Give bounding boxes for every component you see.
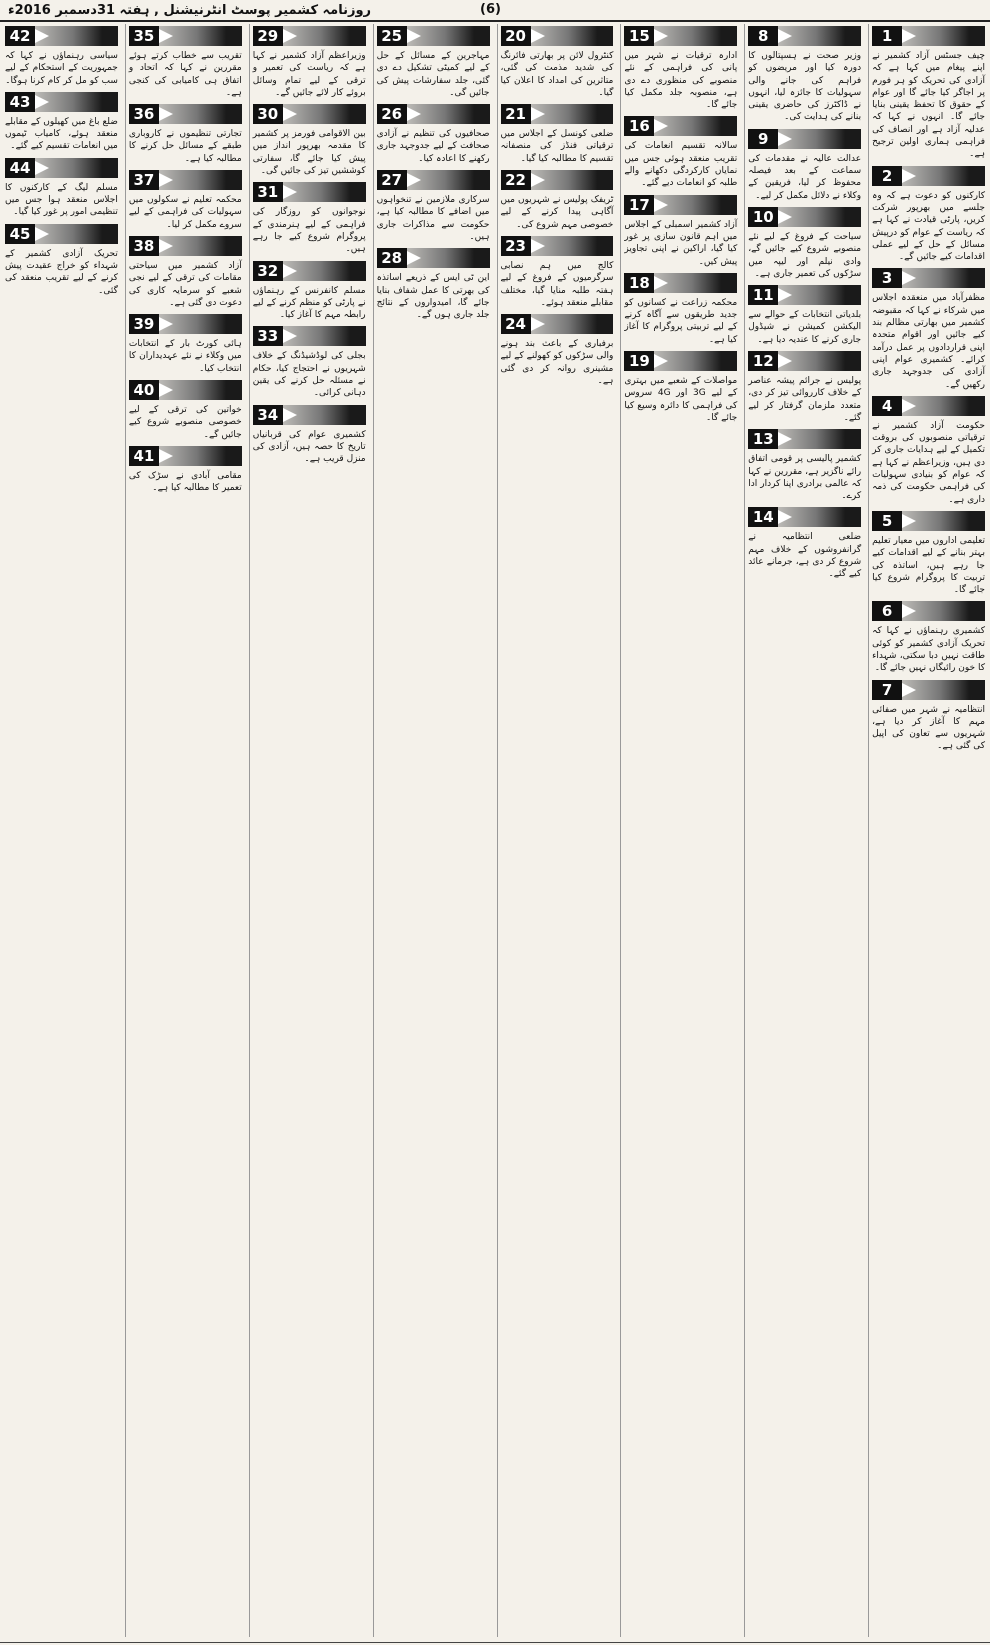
item-text: مقامی آبادی نے سڑک کی تعمیر کا مطالبہ کیا ہے۔ [128, 470, 242, 494]
item-text: کنٹرول لائن پر بھارتی فائرنگ کی شدید مذمت کی گئی، متاثرین کی امداد کا اعلان کیا گیا۔ [500, 51, 614, 98]
news-column [868, 24, 988, 1637]
item-number: 3 [872, 268, 902, 288]
item-number-banner [624, 116, 737, 136]
banner-arrow-icon [778, 29, 792, 43]
item-number: 37 [129, 170, 159, 190]
item-number-banner [5, 224, 118, 244]
item-number-banner [748, 351, 861, 371]
item-number: 19 [624, 351, 654, 371]
item-number: 39 [129, 314, 159, 334]
item-number-banner [872, 601, 985, 621]
item-number: 15 [624, 26, 654, 46]
banner-arrow-icon [159, 449, 173, 463]
item-number: 42 [5, 26, 35, 46]
footer-rule [0, 1642, 990, 1643]
news-item [377, 26, 490, 99]
news-item [624, 195, 737, 268]
publication-title: روزنامہ کشمیر پوسٹ انٹرنیشنل , ہفتہ 31دسمبر 2016ء [8, 2, 372, 18]
item-text: وزیراعظم آزاد کشمیر نے کہا ہے کہ ریاست کی تعمیر و ترقی کے لیے تمام وسائل بروئے کار لائے جائیں گے۔ [252, 51, 366, 98]
news-column [2, 24, 121, 1637]
item-number-banner [748, 285, 861, 305]
item-number: 13 [748, 429, 778, 449]
item-number: 22 [501, 170, 531, 190]
item-number-banner [748, 26, 861, 46]
banner-arrow-icon [654, 198, 668, 212]
news-item [129, 380, 242, 441]
item-number-banner [5, 26, 118, 46]
banner-arrow-icon [283, 185, 297, 199]
item-number-banner [872, 26, 985, 46]
news-item [129, 236, 242, 309]
item-number-banner [872, 268, 985, 288]
banner-arrow-icon [35, 227, 49, 241]
news-item [624, 273, 737, 346]
banner-arrow-icon [407, 173, 421, 187]
news-item [501, 314, 614, 387]
news-item [748, 26, 861, 124]
item-text: تقریب سے خطاب کرتے ہوئے مقررین نے کہا کہ اتحاد و اتفاق ہی کامیابی کی کنجی ہے۔ [128, 51, 242, 98]
item-number-banner [129, 314, 242, 334]
item-number: 34 [253, 405, 283, 425]
item-text: ادارہ ترقیات نے شہر میں پانی کی فراہمی کے نئے منصوبے کی منظوری دے دی ہے، منصوبہ جلد مکمل کیا جائے گا۔ [624, 51, 738, 111]
item-number: 36 [129, 104, 159, 124]
item-text: مظفرآباد میں منعقدہ اجلاس میں شرکاء نے کہا کہ مقبوضہ کشمیر میں بھارتی مظالم بند کیے جائیں اور اقوام متحدہ اپنی قراردادوں پر عمل درآمد کرائے۔ کشمیری عوام اپنی آزادی کی جدوجہد جاری رکھیں گے۔ [872, 293, 985, 390]
item-text: صحافیوں کی تنظیم نے آزادی صحافت کے لیے جدوجہد جاری رکھنے کا اعادہ کیا۔ [376, 129, 490, 164]
item-number: 24 [501, 314, 531, 334]
item-text: تجارتی تنظیموں نے کاروباری طبقے کے مسائل حل کرنے کا مطالبہ کیا ہے۔ [128, 129, 242, 164]
item-number: 45 [5, 224, 35, 244]
news-item [748, 507, 861, 580]
news-item [748, 285, 861, 346]
news-item [748, 129, 861, 202]
item-text: ٹریفک پولیس نے شہریوں میں آگاہی پیدا کرنے کے لیے خصوصی مہم شروع کی۔ [500, 195, 614, 230]
banner-arrow-icon [159, 173, 173, 187]
banner-arrow-icon [778, 510, 792, 524]
item-number-banner [253, 326, 366, 346]
banner-arrow-icon [654, 119, 668, 133]
banner-arrow-icon [283, 29, 297, 43]
item-number-banner [129, 380, 242, 400]
page-number: (6) [480, 2, 501, 17]
item-number: 25 [377, 26, 407, 46]
item-number-banner [501, 236, 614, 256]
item-number: 5 [872, 511, 902, 531]
item-number-banner [253, 26, 366, 46]
banner-arrow-icon [654, 29, 668, 43]
item-number: 7 [872, 680, 902, 700]
item-text: بین الاقوامی فورمز پر کشمیر کا مقدمہ بھرپور انداز میں پیش کیا جائے گا، سفارتی کوششیں تیز کی جائیں گی۔ [252, 129, 366, 177]
news-item [253, 104, 366, 177]
item-number: 26 [377, 104, 407, 124]
item-text: ہائی کورٹ بار کے انتخابات میں وکلاء نے نئے عہدیداران کا انتخاب کیا۔ [128, 339, 242, 374]
item-number: 27 [377, 170, 407, 190]
item-number: 9 [748, 129, 778, 149]
news-item [872, 511, 985, 596]
item-text: تحریک آزادی کشمیر کے شہداء کو خراج عقیدت پیش کرنے کے لیے تقریب منعقد کی گئی۔ [5, 248, 118, 296]
news-item [377, 104, 490, 165]
item-number-banner [872, 396, 985, 416]
banner-arrow-icon [531, 239, 545, 253]
banner-arrow-icon [159, 239, 173, 253]
banner-arrow-icon [159, 383, 173, 397]
item-text: ضلعی انتظامیہ نے گرانفروشوں کے خلاف مہم شروع کر دی ہے، جرمانے عائد کیے گئے۔ [748, 532, 862, 580]
news-item [253, 326, 366, 399]
item-number: 16 [624, 116, 654, 136]
item-number: 23 [501, 236, 531, 256]
item-text: سیاسی رہنماؤں نے کہا کہ جمہوریت کے استحکام کے لیے سب کو مل کر کام کرنا ہوگا۔ [5, 51, 118, 86]
banner-arrow-icon [531, 29, 545, 43]
news-column [249, 24, 369, 1637]
item-number-banner [501, 26, 614, 46]
item-number: 35 [129, 26, 159, 46]
item-text: بجلی کی لوڈشیڈنگ کے خلاف شہریوں نے احتجاج کیا، حکام نے مسئلہ حل کرنے کی یقین دہانی کرائی۔ [252, 351, 366, 399]
news-item [377, 248, 490, 321]
news-item [624, 116, 737, 189]
item-number: 38 [129, 236, 159, 256]
item-number: 12 [748, 351, 778, 371]
item-number-banner [129, 104, 242, 124]
banner-arrow-icon [902, 604, 916, 618]
item-text: برفباری کے باعث بند ہونے والی سڑکوں کو کھولنے کے لیے مشینری روانہ کر دی گئی ہے۔ [500, 339, 614, 387]
banner-arrow-icon [531, 173, 545, 187]
news-item [253, 182, 366, 255]
item-number-banner [253, 261, 366, 281]
banner-arrow-icon [283, 408, 297, 422]
item-number: 17 [624, 195, 654, 215]
banner-arrow-icon [35, 29, 49, 43]
news-item [872, 26, 985, 161]
item-number: 33 [253, 326, 283, 346]
banner-arrow-icon [902, 29, 916, 43]
news-item [624, 351, 737, 424]
item-number: 41 [129, 446, 159, 466]
item-text: کشمیری عوام کی قربانیاں تاریخ کا حصہ ہیں، آزادی کی منزل قریب ہے۔ [252, 429, 366, 465]
item-number: 31 [253, 182, 283, 202]
item-text: مہاجرین کے مسائل کے حل کے لیے کمیٹی تشکیل دے دی گئی، جلد سفارشات پیش کی جائیں گی۔ [376, 51, 490, 98]
item-text: انتظامیہ نے شہر میں صفائی مہم کا آغاز کر دیا ہے، شہریوں سے تعاون کی اپیل کی گئی ہے۔ [872, 704, 985, 752]
news-item [748, 429, 861, 502]
item-text: وزیر صحت نے ہسپتالوں کا دورہ کیا اور مریضوں کو فراہم کی جانے والی سہولیات کا جائزہ لیا، انہوں نے ڈاکٹرز کی حاضری یقینی بنانے کی ہدایت کی۔ [748, 51, 862, 123]
item-number-banner [872, 680, 985, 700]
news-item [872, 396, 985, 506]
item-number-banner [624, 195, 737, 215]
banner-arrow-icon [654, 354, 668, 368]
news-column [373, 24, 493, 1637]
news-item [253, 26, 366, 99]
item-number: 11 [748, 285, 778, 305]
news-item [748, 207, 861, 280]
banner-arrow-icon [778, 288, 792, 302]
banner-arrow-icon [407, 107, 421, 121]
item-number-banner [253, 182, 366, 202]
item-text: آزاد کشمیر میں سیاحتی مقامات کی ترقی کے لیے نجی شعبے کو سرمایہ کاری کی دعوت دی گئی ہے۔ [128, 260, 242, 308]
item-number-banner [129, 236, 242, 256]
item-number-banner [5, 158, 118, 178]
item-number: 4 [872, 396, 902, 416]
banner-arrow-icon [531, 317, 545, 331]
item-text: عدالت عالیہ نے مقدمات کی سماعت کے بعد فیصلہ محفوظ کر لیا، فریقین کے وکلاء نے دلائل مکمل کر لیے۔ [748, 153, 862, 201]
banner-arrow-icon [283, 107, 297, 121]
news-item [872, 680, 985, 753]
item-text: حکومت آزاد کشمیر نے ترقیاتی منصوبوں کی بروقت تکمیل کے لیے ہدایات جاری کر دی ہیں، وزیراعظم نے کہا ہے کہ عوام کو بنیادی سہولیات کی فراہمی حکومت کی ذمہ داری ہے۔ [872, 420, 985, 505]
news-column [497, 24, 617, 1637]
item-text: سیاحت کے فروغ کے لیے نئے منصوبے شروع کیے جائیں گے، وادی نیلم اور لیپہ میں سڑکوں کی تعمیر جاری ہے۔ [748, 231, 862, 279]
item-text: مسلم لیگ کے کارکنوں کا اجلاس منعقد ہوا جس میں تنظیمی امور پر غور کیا گیا۔ [5, 182, 118, 218]
banner-arrow-icon [778, 132, 792, 146]
item-number: 10 [748, 207, 778, 227]
item-number: 1 [872, 26, 902, 46]
banner-arrow-icon [778, 354, 792, 368]
item-number-banner [748, 207, 861, 227]
news-item [501, 104, 614, 165]
item-text: ضلع باغ میں کھیلوں کے مقابلے منعقد ہوئے، کامیاب ٹیموں میں انعامات تقسیم کیے گئے۔ [5, 116, 118, 152]
item-number: 2 [872, 166, 902, 186]
banner-arrow-icon [778, 432, 792, 446]
item-number-banner [748, 429, 861, 449]
news-item [129, 26, 242, 99]
item-text: محکمہ زراعت نے کسانوں کو جدید طریقوں سے آگاہ کرنے کے لیے تربیتی پروگرام کا آغاز کیا ہے۔ [624, 297, 738, 345]
news-column [620, 24, 740, 1637]
item-number-banner [748, 129, 861, 149]
item-number: 18 [624, 273, 654, 293]
news-item [501, 26, 614, 99]
news-item [5, 224, 118, 297]
item-number-banner [377, 26, 490, 46]
item-number-banner [624, 351, 737, 371]
item-text: خواتین کی ترقی کے لیے خصوصی منصوبے شروع کیے جائیں گے۔ [128, 405, 242, 440]
item-text: چیف جسٹس آزاد کشمیر نے اپنے پیغام میں کہا ہے کہ آزادی کی تحریک کو ہر فورم پر اجاگر کیا جائے گا اور عوام کے حقوق کا تحفظ یقینی بنایا جائے گا۔ انہوں نے کہا کہ عدلیہ آزاد ہے اور انصاف کی فراہمی ہماری اولین ترجیح ہے۔ [872, 51, 985, 160]
item-number-banner [872, 511, 985, 531]
item-number: 21 [501, 104, 531, 124]
banner-arrow-icon [902, 399, 916, 413]
item-text: سالانہ تقسیم انعامات کی تقریب منعقد ہوئی جس میں نمایاں کارکردگی دکھانے والے طلبہ کو انعامات دیے گئے۔ [624, 141, 738, 189]
news-item [129, 446, 242, 495]
item-text: ضلعی کونسل کے اجلاس میں ترقیاتی فنڈز کی منصفانہ تقسیم کا مطالبہ کیا گیا۔ [500, 129, 614, 164]
item-text: مواصلات کے شعبے میں بہتری کے لیے 3G اور 4G سروس کی فراہمی کا دائرہ وسیع کیا جائے گا۔ [624, 376, 738, 423]
item-number-banner [129, 26, 242, 46]
item-text: بلدیاتی انتخابات کے حوالے سے الیکشن کمیشن نے شیڈول جاری کرنے کا عندیہ دیا ہے۔ [748, 310, 862, 345]
banner-arrow-icon [902, 683, 916, 697]
news-item [872, 268, 985, 390]
item-text: آزاد کشمیر اسمبلی کے اجلاس میں اہم قانون سازی پر غور کیا گیا، اراکین نے اپنی تجاویز پیش کیں۔ [624, 219, 738, 267]
news-columns [2, 24, 988, 1637]
item-number: 40 [129, 380, 159, 400]
item-number-banner [501, 104, 614, 124]
item-number-banner [377, 248, 490, 268]
news-item [872, 601, 985, 674]
banner-arrow-icon [159, 29, 173, 43]
news-item [5, 26, 118, 87]
banner-arrow-icon [407, 29, 421, 43]
item-number-banner [872, 166, 985, 186]
news-item [129, 314, 242, 375]
item-number-banner [624, 273, 737, 293]
banner-arrow-icon [902, 271, 916, 285]
banner-arrow-icon [902, 169, 916, 183]
item-text: مسلم کانفرنس کے رہنماؤں نے پارٹی کو منظم کرنے کے لیے رابطہ مہم کا آغاز کیا۔ [252, 285, 366, 321]
banner-arrow-icon [159, 317, 173, 331]
news-column [125, 24, 245, 1637]
item-text: این ٹی ایس کے ذریعے اساتذہ کی بھرتی کا عمل شفاف بنایا جائے گا، امیدواروں کے نتائج جلد جاری ہوں گے۔ [376, 273, 490, 321]
news-item [5, 92, 118, 153]
banner-arrow-icon [654, 276, 668, 290]
item-text: پولیس نے جرائم پیشہ عناصر کے خلاف کارروائی تیز کر دی، متعدد ملزمان گرفتار کر لیے گئے۔ [748, 376, 862, 423]
news-item [748, 351, 861, 424]
item-text: کشمیری رہنماؤں نے کہا کہ تحریک آزادی کشمیر کو کوئی طاقت نہیں دبا سکتی، شہداء کا خون رائیگاں نہیں جائے گا۔ [872, 626, 985, 674]
news-item [5, 158, 118, 219]
item-number: 6 [872, 601, 902, 621]
news-column [744, 24, 864, 1637]
banner-arrow-icon [902, 514, 916, 528]
item-number: 14 [748, 507, 778, 527]
news-item [624, 26, 737, 111]
item-number: 29 [253, 26, 283, 46]
item-text: محکمہ تعلیم نے سکولوں میں سہولیات کی فراہمی کے لیے سروے مکمل کر لیا۔ [128, 195, 242, 230]
news-item [872, 166, 985, 264]
item-text: سرکاری ملازمین نے تنخواہوں میں اضافے کا مطالبہ کیا ہے، حکومت سے مذاکرات جاری ہیں۔ [376, 195, 490, 242]
item-number-banner [377, 170, 490, 190]
item-number: 20 [501, 26, 531, 46]
banner-arrow-icon [778, 210, 792, 224]
news-item [501, 236, 614, 309]
news-item [253, 261, 366, 322]
item-number-banner [253, 104, 366, 124]
item-text: کالج میں ہم نصابی سرگرمیوں کے فروغ کے لیے ہفتہ طلبہ منایا گیا، مختلف مقابلے منعقد ہوئے۔ [500, 260, 614, 308]
item-number-banner [501, 314, 614, 334]
banner-arrow-icon [283, 329, 297, 343]
banner-arrow-icon [35, 161, 49, 175]
news-item [501, 170, 614, 231]
item-text: تعلیمی اداروں میں معیار تعلیم بہتر بنانے کے لیے اقدامات کیے جا رہے ہیں، اساتذہ کی تربیت کا پروگرام شروع کیا جائے گا۔ [872, 535, 985, 596]
item-number: 30 [253, 104, 283, 124]
item-number-banner [5, 92, 118, 112]
banner-arrow-icon [283, 264, 297, 278]
item-number-banner [253, 405, 366, 425]
banner-arrow-icon [531, 107, 545, 121]
item-number-banner [129, 446, 242, 466]
item-text: کشمیر پالیسی پر قومی اتفاق رائے ناگزیر ہے، مقررین نے کہا کہ عالمی برادری اپنا کردار ادا کرے۔ [748, 454, 862, 502]
item-number: 28 [377, 248, 407, 268]
item-number-banner [501, 170, 614, 190]
item-number-banner [129, 170, 242, 190]
item-number-banner [748, 507, 861, 527]
banner-arrow-icon [159, 107, 173, 121]
item-number: 32 [253, 261, 283, 281]
item-number-banner [624, 26, 737, 46]
item-text: کارکنوں کو دعوت ہے کہ وہ جلسے میں بھرپور شرکت کریں، پارٹی قیادت نے کہا ہے کہ ریاست کے عوام کو درپیش مسائل کے حل کے لیے عملی اقدامات کیے جائیں گے۔ [872, 190, 985, 263]
news-item [129, 170, 242, 231]
item-number: 8 [748, 26, 778, 46]
news-item [129, 104, 242, 165]
item-number-banner [377, 104, 490, 124]
banner-arrow-icon [35, 95, 49, 109]
news-item [253, 405, 366, 466]
item-number: 44 [5, 158, 35, 178]
news-item [377, 170, 490, 243]
item-number: 43 [5, 92, 35, 112]
item-text: نوجوانوں کو روزگار کی فراہمی کے لیے ہنرمندی کے پروگرام شروع کیے جا رہے ہیں۔ [252, 207, 366, 255]
banner-arrow-icon [407, 251, 421, 265]
